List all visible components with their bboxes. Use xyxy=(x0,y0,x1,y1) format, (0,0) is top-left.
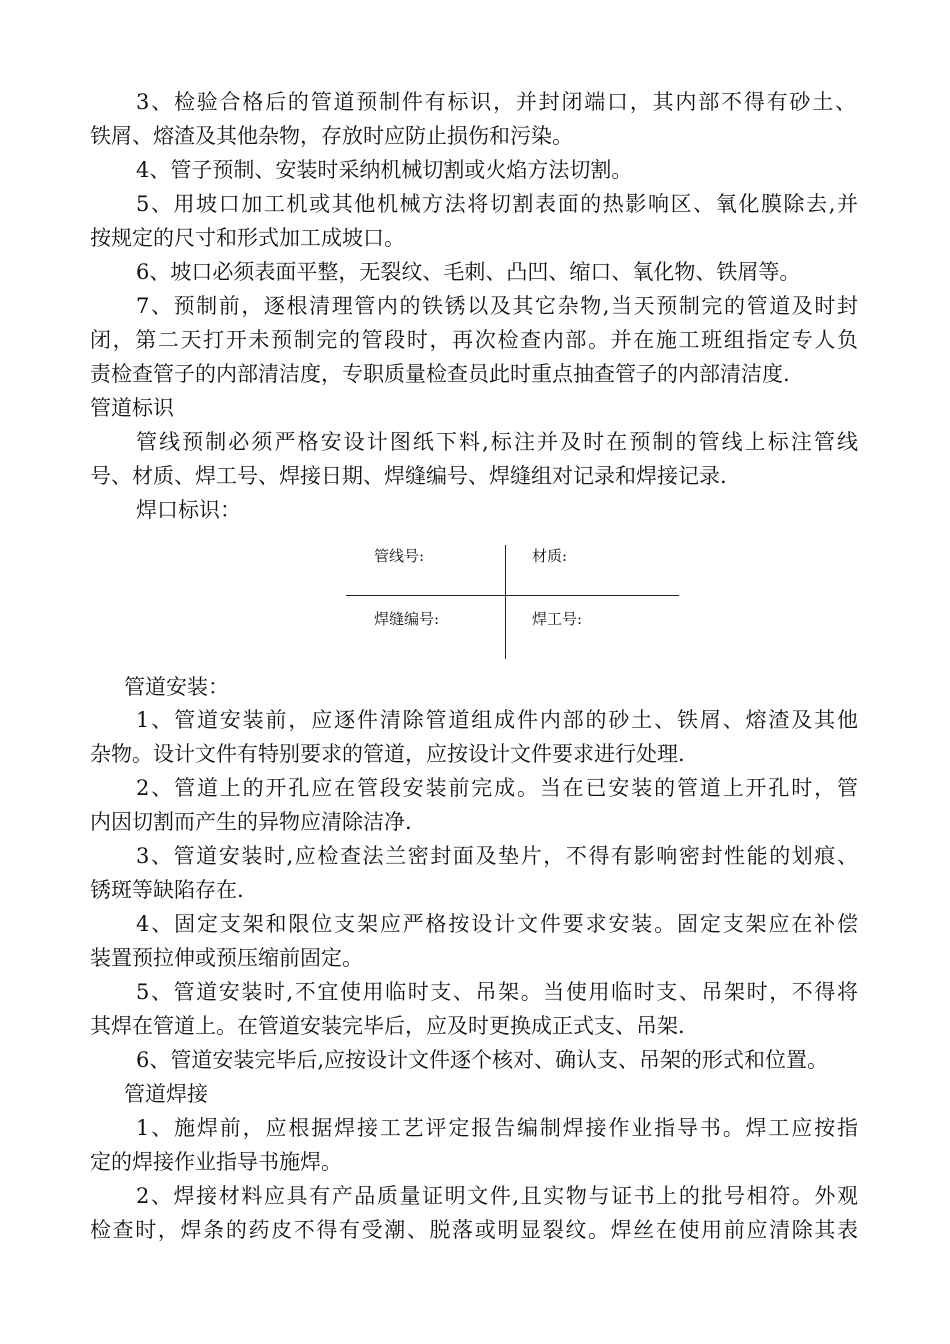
paragraph-line: 2、焊接材料应具有产品质量证明文件,且实物与证书上的批号相符。外观 xyxy=(136,1184,858,1208)
pipeline-no-label: 管线号: xyxy=(374,547,425,565)
paragraph-line: 定的焊接作业指导书施焊。 xyxy=(90,1150,342,1174)
welder-no-label: 焊工号: xyxy=(532,610,583,628)
horizontal-divider xyxy=(346,595,679,596)
paragraph-line: 6、管道安装完毕后,应按设计文件逐个核对、确认支、吊架的形式和位置。 xyxy=(136,1048,829,1072)
paragraph-line: 4、管子预制、安装时采纳机械切割或火焰方法切割。 xyxy=(136,158,633,182)
paragraph-line: 3、管道安装时,应检查法兰密封面及垫片，不得有影响密封性能的划痕、 xyxy=(136,844,858,868)
weld-no-label: 焊缝编号: xyxy=(374,610,440,628)
section-heading: 管道标识 xyxy=(90,396,174,420)
paragraph-line: 锈斑等缺陷存在. xyxy=(90,878,244,902)
paragraph-line: 6、坡口必须表面平整，无裂纹、毛刺、凸凹、缩口、氧化物、铁屑等。 xyxy=(136,260,801,284)
section-heading: 管道焊接 xyxy=(124,1082,208,1106)
vertical-divider xyxy=(505,545,506,659)
paragraph-line: 1、管道安装前，应逐件清除管道组成件内部的砂土、铁屑、熔渣及其他 xyxy=(136,708,858,732)
section-heading: 管道安装： xyxy=(124,675,229,699)
paragraph-line: 焊口标识： xyxy=(136,498,241,522)
paragraph-line: 管线预制必须严格安设计图纸下料,标注并及时在预制的管线上标注管线 xyxy=(136,430,858,454)
weld-mark-diagram xyxy=(346,545,680,660)
paragraph-line: 4、固定支架和限位支架应严格按设计文件要求安装。固定支架应在补偿 xyxy=(136,912,858,936)
paragraph-line: 号、材质、焊工号、焊接日期、焊缝编号、焊缝组对记录和焊接记录. xyxy=(90,464,727,488)
paragraph-line: 5、管道安装时,不宜使用临时支、吊架。当使用临时支、吊架时，不得将 xyxy=(136,980,858,1004)
paragraph-line: 2、管道上的开孔应在管段安装前完成。当在已安装的管道上开孔时，管 xyxy=(136,776,858,800)
paragraph-line: 5、用坡口加工机或其他机械方法将切割表面的热影响区、氧化膜除去,并 xyxy=(136,192,858,216)
paragraph-line: 3、检验合格后的管道预制件有标识，并封闭端口，其内部不得有砂土、 xyxy=(136,90,856,114)
paragraph-line: 检查时，焊条的药皮不得有受潮、脱落或明显裂纹。焊丝在使用前应清除其表 xyxy=(90,1218,858,1242)
paragraph-line: 装置预拉伸或预压缩前固定。 xyxy=(90,946,363,970)
paragraph-line: 1、施焊前，应根据焊接工艺评定报告编制焊接作业指导书。焊工应按指 xyxy=(136,1116,858,1140)
paragraph-line: 责检查管子的内部清洁度，专职质量检查员此时重点抽查管子的内部清洁度. xyxy=(90,362,790,386)
paragraph-line: 杂物。设计文件有特别要求的管道，应按设计文件要求进行处理. xyxy=(90,742,685,766)
paragraph-line: 其焊在管道上。在管道安装完毕后，应及时更换成正式支、吊架. xyxy=(90,1014,685,1038)
paragraph-line: 铁屑、熔渣及其他杂物，存放时应防止损伤和污染。 xyxy=(90,124,573,148)
material-label: 材质: xyxy=(532,547,568,565)
paragraph-line: 7、预制前，逐根清理管内的铁锈以及其它杂物,当天预制完的管道及时封 xyxy=(136,294,858,318)
paragraph-line: 按规定的尺寸和形式加工成坡口。 xyxy=(90,226,405,250)
paragraph-line: 闭，第二天打开未预制完的管段时，再次检查内部。并在施工班组指定专人负 xyxy=(90,328,858,352)
paragraph-line: 内因切割而产生的异物应清除洁净. xyxy=(90,810,412,834)
